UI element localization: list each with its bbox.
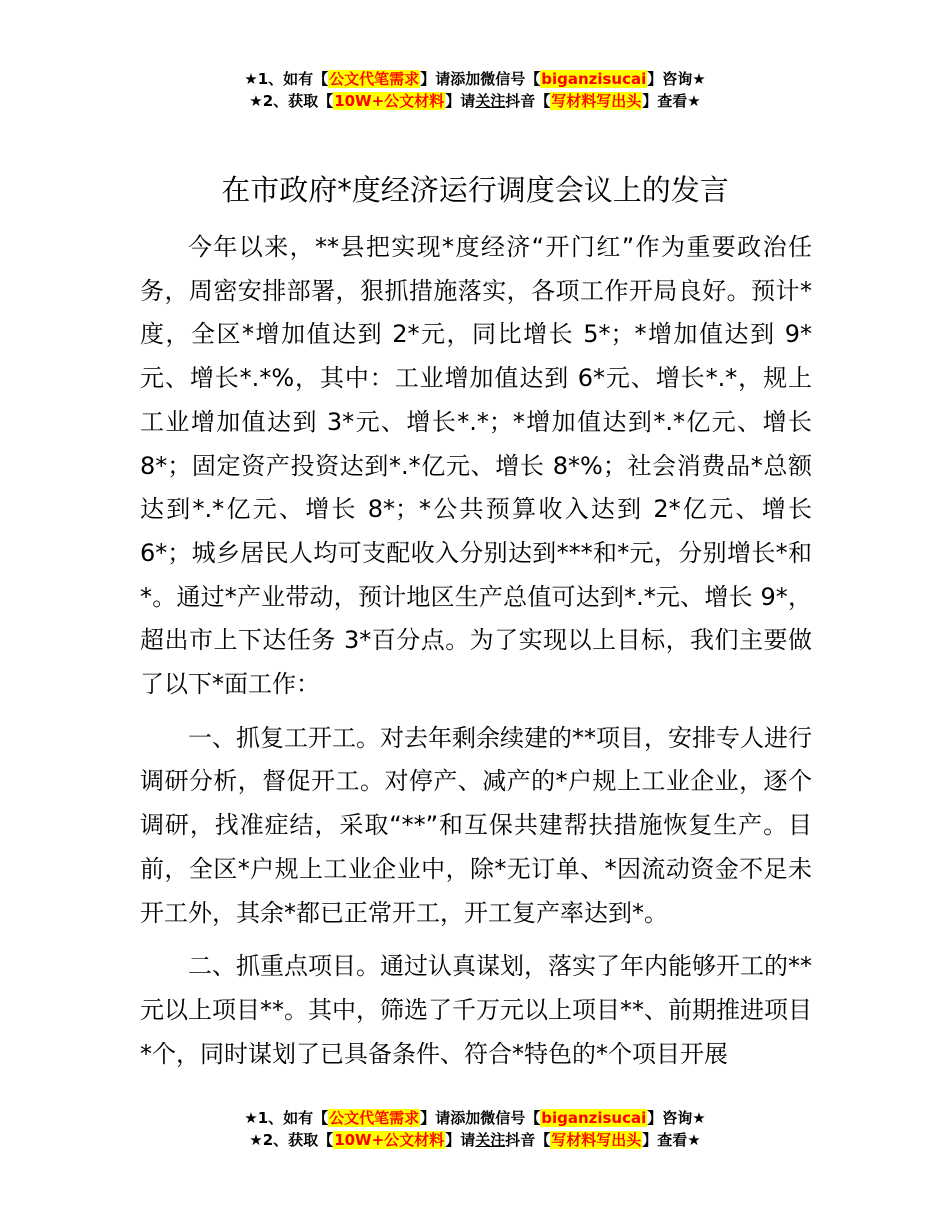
banner-line-2: ★2、获取【10W+公文材料】请关注抖音【写材料写出头】查看★: [249, 1131, 701, 1149]
document-title: 在市政府*度经济运行调度会议上的发言: [221, 173, 729, 207]
highlight-text: 公文代笔需求: [329, 1109, 420, 1127]
underlined-text: 关注: [475, 1131, 506, 1149]
header-banner: [0, 68, 950, 112]
paragraph: 一、抓复工开工。对去年剩余续建的**项目，安排专人进行调研分析，督促开工。对停产、减产的*户规上工业企业，逐个调研，找准症结，采取“**”和互保共建帮扶措施恢复生产。目前，全区*户规上工业企业中，除*无订单、*因流动资金不足未开工外，其余*都已正常开工，开工复产率达到*。: [140, 723, 812, 927]
wechat-id: biganzisucai: [541, 1109, 647, 1127]
banner-line-2: ★2、获取【10W+公文材料】请关注抖音【写材料写出头】查看★: [249, 92, 701, 110]
paragraph: 今年以来，**县把实现*度经济“开门红”作为重要政治任务，周密安排部署，狠抓措施落实，各项工作开局良好。预计*度，全区*增加值达到 2*元，同比增长 5*；*增加值达到 9*元、增长*.*%，其中：工业增加值达到 6*元、增长*.*，规上工业增加值达到 3*元、增长*.*；*增加值达到*.*亿元、增长 8*；固定资产投资达到*.*亿元、增长 8*%；社会消费品*总额达到*.*亿元、增长 8*；*公共预算收入达到 2*亿元、增长 6*；城乡居民人均可支配收入分别达到***和*元，分别增长*和*。通过*产业带动，预计地区生产总值可达到*.*元、增长 9*，超出市上下达任务 3*百分点。为了实现以上目标，我们主要做了以下*面工作：: [140, 233, 812, 699]
wechat-id: biganzisucai: [541, 70, 647, 88]
highlight-text: 10W+公文材料: [334, 1131, 445, 1149]
highlight-text: 写材料写出头: [551, 1131, 642, 1149]
highlight-text: 公文代笔需求: [329, 70, 420, 88]
banner-line-1: ★1、如有【公文代笔需求】请添加微信号【biganzisucai】咨询★: [244, 1109, 706, 1127]
document-body: [140, 226, 812, 1076]
highlight-text: 写材料写出头: [551, 92, 642, 110]
banner-line-1: ★1、如有【公文代笔需求】请添加微信号【biganzisucai】咨询★: [244, 70, 706, 88]
highlight-text: 10W+公文材料: [334, 92, 445, 110]
footer-banner: [0, 1107, 950, 1151]
underlined-text: 关注: [475, 92, 506, 110]
paragraph: 二、抓重点项目。通过认真谋划，落实了年内能够开工的**元以上项目**。其中，筛选了千万元以上项目**、前期推进项目*个，同时谋划了已具备条件、符合*特色的*个项目开展: [140, 952, 812, 1068]
